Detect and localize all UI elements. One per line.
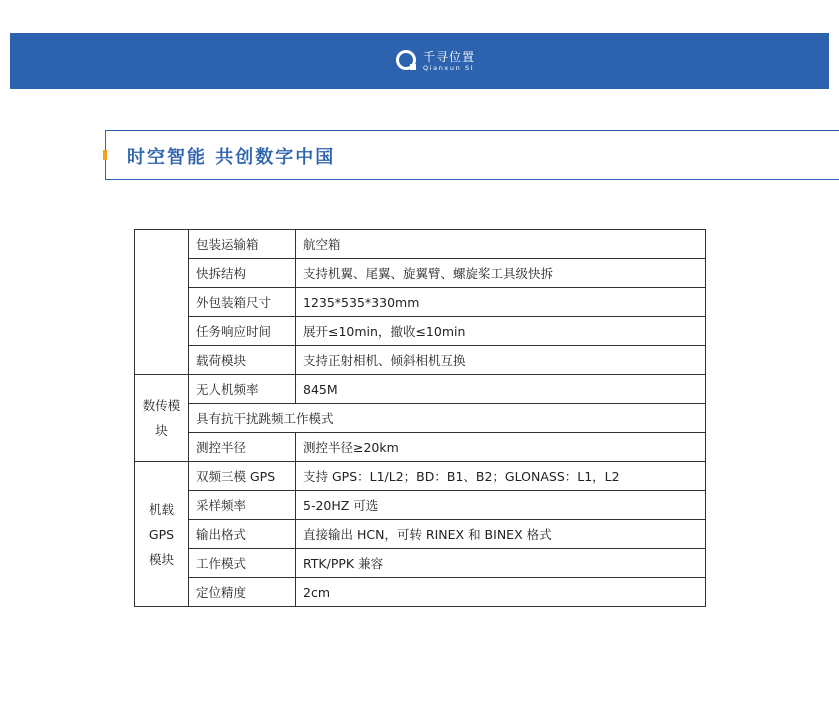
slogan-title: 时空智能 共创数字中国 [127,147,336,168]
spec-name: 任务响应时间 [189,317,296,346]
brand-name-en: Qianxun SI [423,63,475,72]
spec-name: 载荷模块 [189,346,296,375]
category-label: 模块 [148,551,174,567]
spec-name: 输出格式 [189,520,296,549]
spec-value: 1235*535*330mm [296,288,706,317]
spec-value: 2cm [296,578,706,607]
table-row [135,549,706,578]
table-row [135,259,706,288]
spec-value: 支持正射相机、倾斜相机互换 [296,346,706,375]
spec-value: RTK/PPK 兼容 [296,549,706,578]
spec-name: 工作模式 [189,549,296,578]
category-label: GPS [148,526,175,542]
spec-value: 支持 GPS：L1/L2；BD：B1、B2；GLONASS：L1，L2 [296,462,706,491]
spec-value: 845M [296,375,706,404]
table-row [135,578,706,607]
brand-name-cn: 千寻位置 [423,49,476,64]
qianxun-logo-icon [396,50,418,72]
spec-value: 5-20HZ 可选 [296,491,706,520]
spec-name: 测控半径 [189,433,296,462]
table-row [135,230,706,259]
spec-value: 直接输出 HCN，可转 RINEX 和 BINEX 格式 [296,520,706,549]
category-cell-gps [135,462,189,607]
table-row [135,462,706,491]
spec-value: 展开≤10min，撤收≤10min [296,317,706,346]
table-row [135,317,706,346]
spec-value: 航空箱 [296,230,706,259]
spec-name: 包装运输箱 [189,230,296,259]
table-row [135,404,706,433]
category-cell-general [135,230,189,375]
spec-value: 测控半径≥20km [296,433,706,462]
spec-table [134,229,706,607]
spec-name: 无人机频率 [189,375,296,404]
spec-name: 外包装箱尺寸 [189,288,296,317]
spec-name: 双频三模 GPS [189,462,296,491]
spec-name: 快拆结构 [189,259,296,288]
category-label: 数传模 [142,398,181,413]
category-label: 机载 [148,501,174,517]
spec-value: 支持机翼、尾翼、旋翼臂、螺旋桨工具级快拆 [296,259,706,288]
brand-logo[interactable] [396,41,475,81]
category-label: 块 [155,423,168,438]
spec-name: 具有抗干扰跳频工作模式 [189,404,706,433]
table-row [135,433,706,462]
table-row [135,375,706,404]
table-row [135,288,706,317]
category-cell-datalink [135,375,189,462]
header-banner [10,33,829,89]
table-row [135,491,706,520]
spec-name: 定位精度 [189,578,296,607]
table-row [135,520,706,549]
slogan-box [105,130,839,180]
spec-name: 采样频率 [189,491,296,520]
slogan-accent-mark [103,150,107,160]
table-row [135,346,706,375]
